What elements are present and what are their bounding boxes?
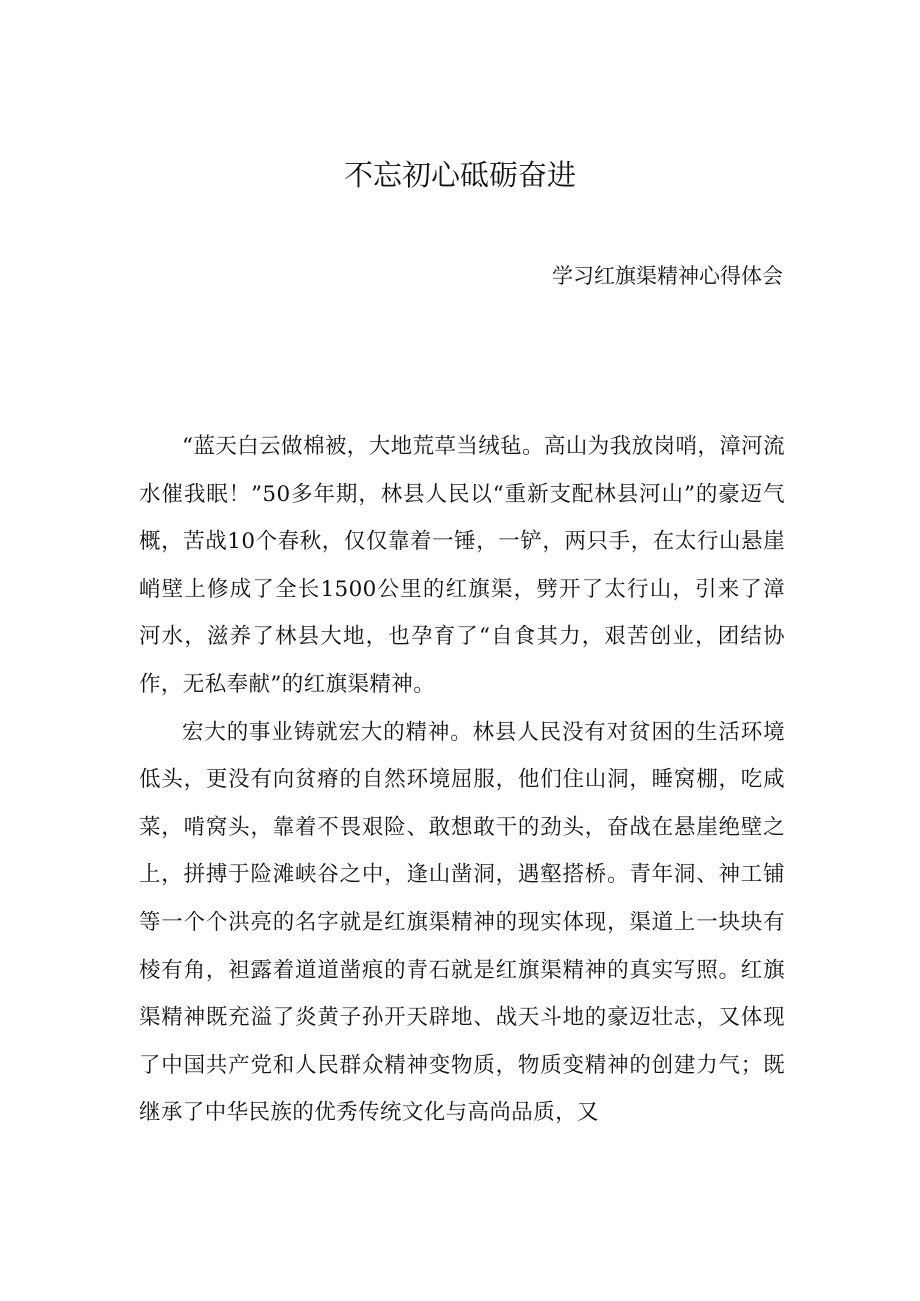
document-body xyxy=(139,423,785,1137)
page-subtitle: 学习红旗渠精神心得体会 xyxy=(552,264,783,288)
page-title: 不忘初心砥砺奋进 xyxy=(343,158,576,192)
paragraph-1: “蓝天白云做棉被，大地荒草当绒毡。高山为我放岗哨，漳河流水催我眠！”50多年期，林县人民以“重新支配林县河山”的豪迈气概，苦战10个春秋，仅仅靠着一锤，一铲，两只手，在太行山悬崖峭壁上修成了全长1500公里的红旗渠，劈开了太行山，引来了漳河水，滋养了林县大地，也孕育了“自食其力，艰苦创业，团结协作，无私奉献”的红旗渠精神。 xyxy=(139,434,785,697)
paragraph-2: 宏大的事业铸就宏大的精神。林县人民没有对贫困的生活环境低头，更没有向贫瘠的自然环境屈服，他们住山洞，睡窝棚，吃咸菜，啃窝头，靠着不畏艰险、敢想敢干的劲头，奋战在悬崖绝壁之上，拼搏于险滩峡谷之中，逢山凿洞，遇壑搭桥。青年洞、神工铺等一个个洪亮的名字就是红旗渠精神的现实体现，渠道上一块块有棱有角，袒露着道道凿痕的青石就是红旗渠精神的真实写照。红旗渠精神既充溢了炎黄子孙开天辟地、战天斗地的豪迈壮志，又体现了中国共产党和人民群众精神变物质，物质变精神的创建力气；既继承了中华民族的优秀传统文化与高尚品质，又 xyxy=(139,719,785,1126)
